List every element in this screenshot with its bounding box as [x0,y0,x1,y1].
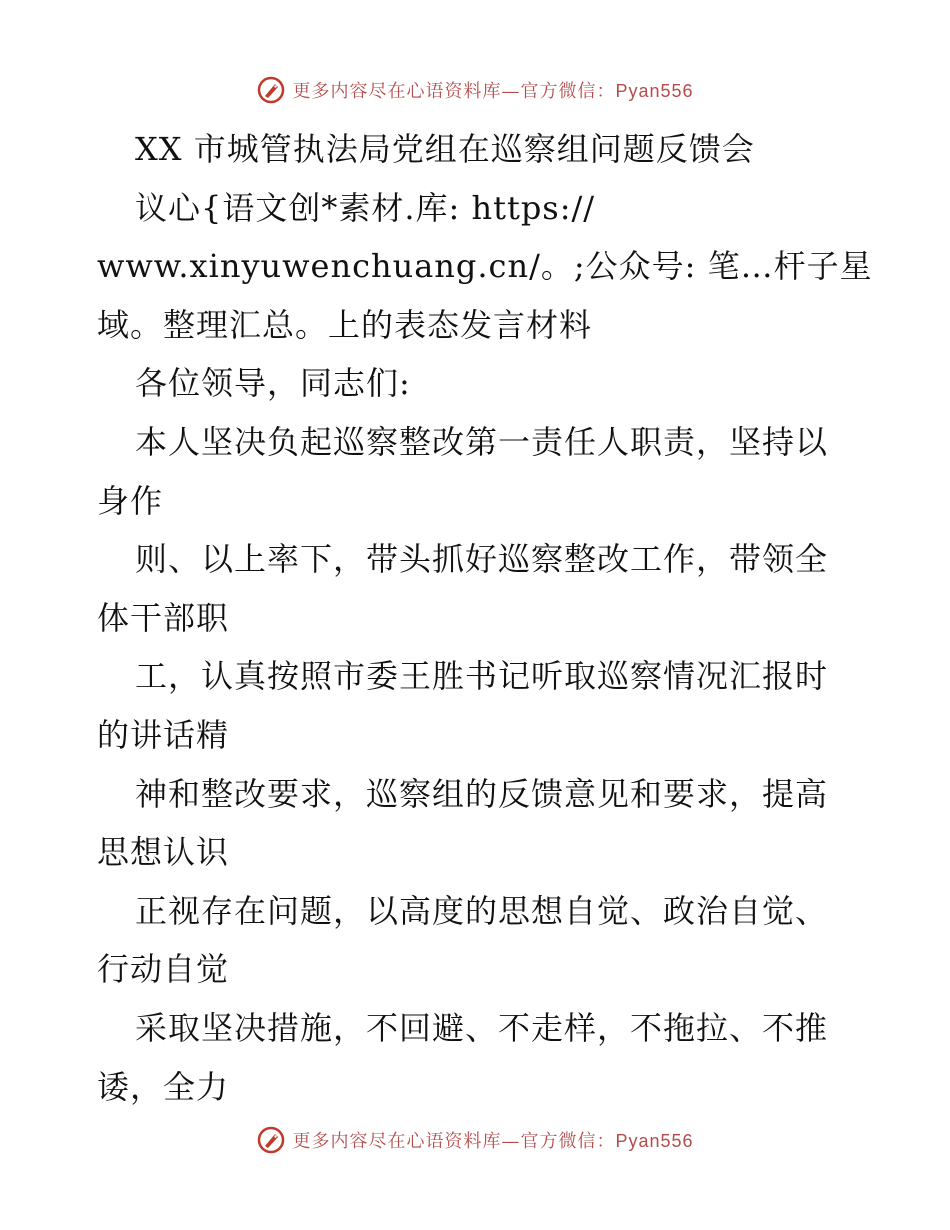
document-line: 身作 [97,481,164,520]
document-line: 诿，全力 [97,1067,230,1106]
footer-banner-separator: — [501,1131,521,1152]
document-line: 域。整理汇总。上的表态发言材料 [97,305,593,344]
header-banner-title: 更多内容尽在心语资料库 [292,81,502,102]
header-banner-separator: — [501,81,521,102]
document-line: 的讲话精 [97,715,230,754]
document-line: 神和整改要求，巡察组的反馈意见和要求，提高 [135,774,829,813]
footer-wechat-id: Pyan556 [615,1131,694,1151]
header-wechat-label: 官方微信： [520,81,616,102]
document-line: www.xinyuwenchuang.cn/。;公众号: 笔…杆子星 [97,247,873,286]
pen-nib-logo-icon [256,75,286,105]
footer-wechat-label: 官方微信： [520,1131,616,1152]
document-line: 体干部职 [97,598,230,637]
document-body [97,120,873,1116]
pen-nib-logo-icon [256,1125,286,1155]
document-line: XX 市城管执法局党组在巡察组问题反馈会 [135,130,755,168]
document-line: 行动自觉 [97,950,230,989]
document-line: 采取坚决措施，不回避、不走样，不拖拉、不推 [135,1008,829,1047]
header-banner-text [292,77,693,103]
footer-banner-text [292,1127,693,1153]
document-line: 本人坚决负起巡察整改第一责任人职责，坚持以 [135,422,829,461]
footer-banner-title: 更多内容尽在心语资料库 [292,1131,502,1152]
document-line: 正视存在问题，以高度的思想自觉、政治自觉、 [135,891,829,930]
document-line: 各位领导，同志们: [135,364,411,403]
header-wechat-id: Pyan556 [615,81,694,101]
document-line: 议心{语文创*素材.库: https:// [135,188,596,227]
document-line: 则、以上率下，带头抓好巡察整改工作，带领全 [135,540,829,579]
header-banner [0,70,950,110]
footer-banner [0,1120,950,1160]
document-line: 思想认识 [97,833,230,872]
document-line: 工，认真按照市委王胜书记听取巡察情况汇报时 [135,657,829,696]
